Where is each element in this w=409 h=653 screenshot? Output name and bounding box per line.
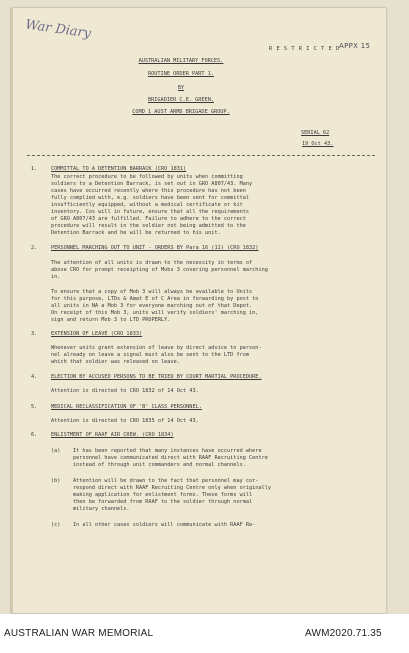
section-heading: COMMITTAL TO A DETENTION BARRACK (CRO 1831) [51,166,187,172]
section-number: 5. [31,404,38,410]
by-line: BY [177,85,185,91]
body-line: Attention is directed to CRO 1832 of 14 Oct 43. [51,388,199,394]
body-line: fully complied with, e.g. soldiers have been sent for committal [51,195,250,201]
formation: COMD 1 AUST ARMD BRIGADE GROUP. [132,109,230,115]
body-line: Attention is directed to CRO 1835 of 14 Oct 43. [51,418,199,424]
body-line: for this purpose, LTDs & Amat E of C Area in forwarding by post to [51,296,259,302]
body-line: all units in NA a Mob 3 for everyone marching out of that Depot. [51,303,253,309]
body-line: The correct procedure to be followed by units when committing [51,174,243,180]
body-line: In all other cases soldiers will communicate with RAAF Re- [73,522,256,528]
body-line: personnel have communicated direct with RAAF Recruiting Centre [73,455,268,461]
subitem-marker: (b) [51,478,61,484]
body-line: Attention will be drawn to the fact that personnel may cor- [73,478,259,484]
body-line: making application for enlistment forms. These forms will [73,492,253,498]
body-line: military channels. [73,506,130,512]
body-line: Detention Barrack and he will be returned to his unit. [51,230,221,236]
section-number: 3. [31,331,38,337]
body-line: On receipt of this Mob 3, units will verify soldiers' marching in, [51,310,259,316]
body-line: respond direct with RAAF Recruiting Centre only when originally [73,485,272,491]
section-number: 1. [31,166,38,172]
document-title: AUSTRALIAN MILITARY FORCES. [138,58,224,64]
body-line: above CRO for prompt receipting of Mobs 3 covering personnel marching [51,267,268,273]
section-heading: ELECTION BY ACCUSED PERSONS TO BE TRIED BY COURT MARTIAL PROCEDURE. [51,374,262,380]
section-number: 6. [31,432,38,438]
body-line: Whenever units grant extension of leave by direct advice to person- [51,345,262,351]
body-line: procedure will result in the soldier not being admitted to the [51,223,246,229]
body-line: insufficiently equipped, without a medical certificate or kit [51,202,243,208]
body-line: It has been reported that many instances have occurred where [73,448,262,454]
appendix-mark: APPX 15 [339,42,371,50]
order-date: 19 Oct 43. [302,141,334,147]
issuing-officer: BRIGADIER C.E. GREEN, [147,97,214,103]
section-number: 4. [31,374,38,380]
body-line: soldiers to a Detention Barrack, is set out in GRO A807/43. Many [51,181,253,187]
body-line: which that soldier was released on leave. [51,359,180,365]
item-id-label: AWM2020.71.35 [305,628,382,639]
section-heading: PERSONNEL MARCHING OUT TO UNIT - ORDERS BY Para 16 (11) (CRO 1832) [51,245,259,251]
archive-footer [0,614,409,653]
section-heading: MEDICAL RECLASSIFICATION OF 'B' CLASS PERSONNEL. [51,404,202,410]
section-number: 2. [31,245,38,251]
institution-label: AUSTRALIAN WAR MEMORIAL [4,628,154,639]
body-line: To ensure that a copy of Mob 3 will always be available to Units [51,289,253,295]
body-line: in. [51,274,61,280]
body-line: then be forwarded from RAAF to the soldier through normal [73,499,253,505]
body-line: instead of through unit commanders and normal channels. [73,462,246,468]
section-heading: ENLISTMENT OF RAAF AIR CREW. (CRO 1834) [51,432,174,438]
handwritten-annotation: War Diary [24,17,92,42]
document-page [11,8,386,613]
subitem-marker: (a) [51,448,61,454]
body-line: nel already on leave a signal must also be sent to the LTD from [51,352,250,358]
body-line: cases have occurred recently where this procedure has not been [51,188,246,194]
body-line: sign and return Mob 3 to LTD PROPERLY. [51,317,171,323]
serial-number: SERIAL 62 [301,130,330,136]
body-line: of GRO A807/43 are fulfilled. Failure to adhere to the correct [51,216,246,222]
divider-line [27,155,375,156]
order-title: ROUTINE ORDER PART 1. [147,71,214,77]
body-line: The attention of all units is drawn to the necessity in terms of [51,260,253,266]
body-line: inventory. Cos will in future, ensure that all the requirements [51,209,250,215]
section-heading: EXTENSION OF LEAVE (CRO 1833) [51,331,143,337]
subitem-marker: (c) [51,522,61,528]
security-classification: R E S T R I C T E D [269,46,340,52]
